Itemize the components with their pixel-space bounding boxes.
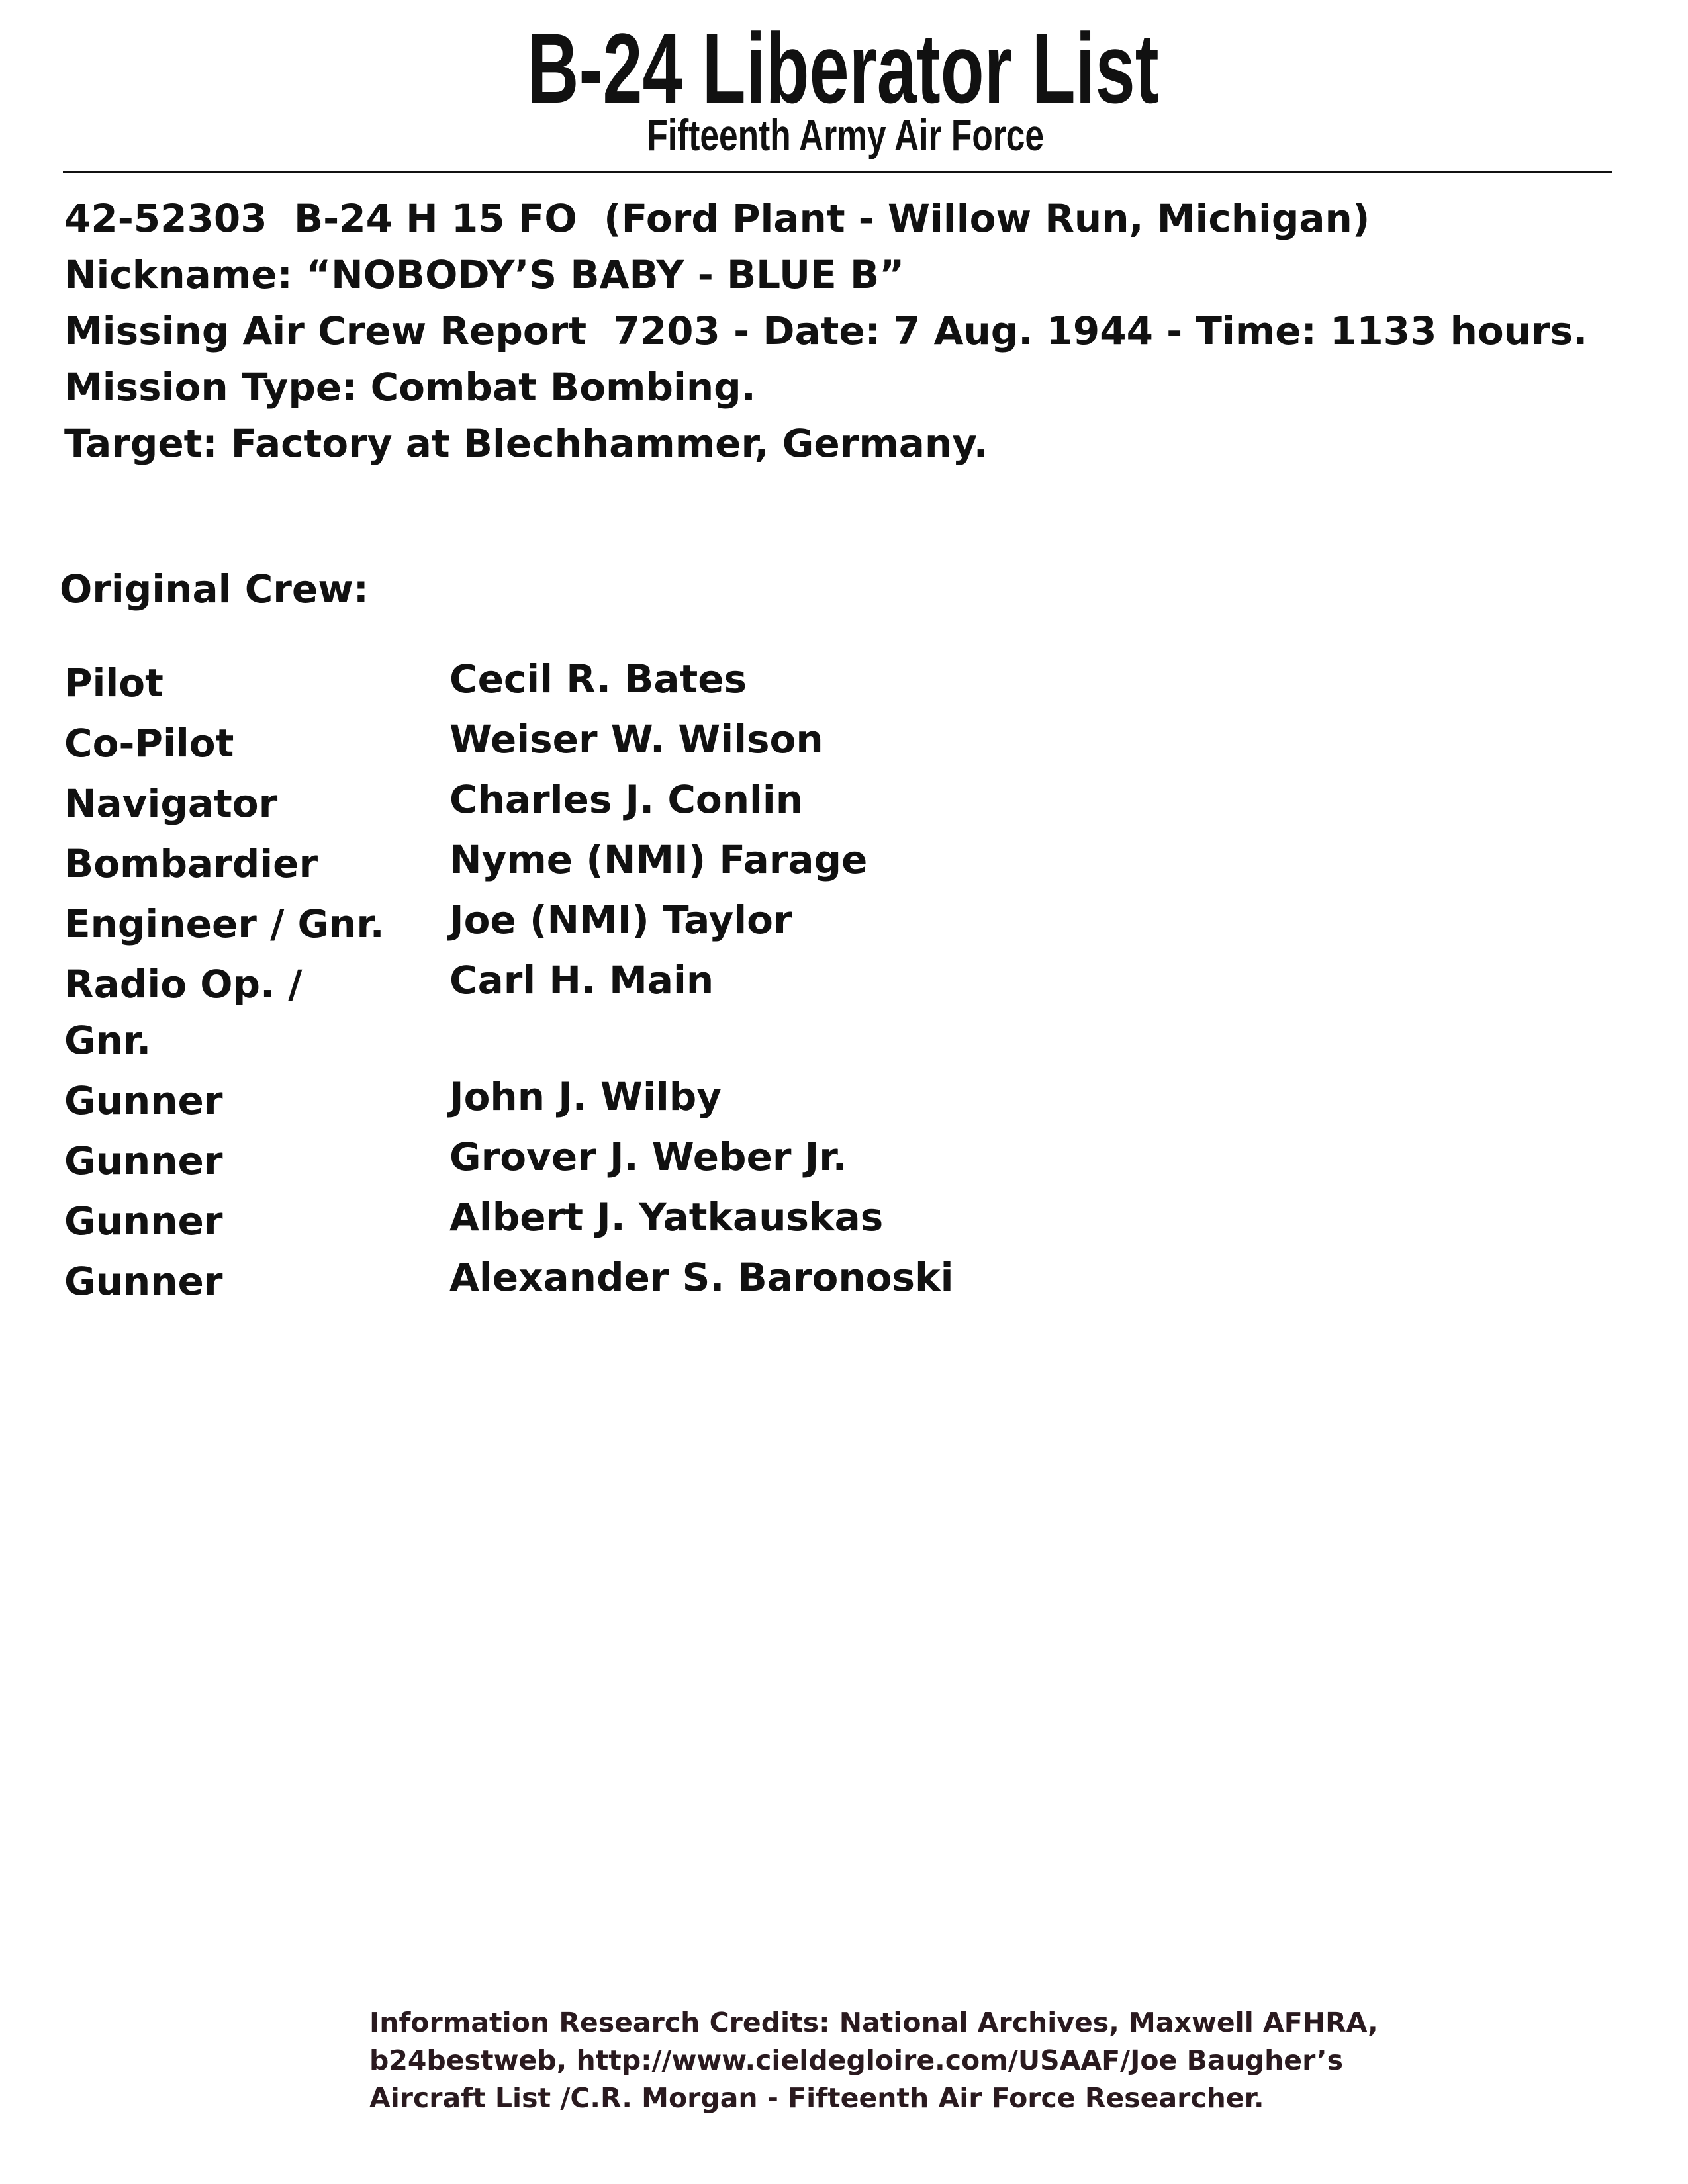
- crew-row: [64, 892, 1123, 952]
- crew-role: Gunner: [64, 1199, 223, 1244]
- crew-name: Nyme (NMI) Farage: [449, 837, 868, 882]
- crew-role: Bombardier: [64, 841, 318, 886]
- crew-role: Gunner: [64, 1078, 223, 1123]
- crew-role: Pilot: [64, 660, 164, 705]
- crew-role: Navigator: [64, 781, 278, 826]
- macr-line: Missing Air Crew Report 7203 - Date: 7 Aug. 1944 - Time: 1133 hours.: [64, 308, 1588, 353]
- crew-name: Grover J. Weber Jr.: [449, 1134, 847, 1179]
- crew-role: Gunner: [64, 1138, 223, 1183]
- crew-name: Alexander S. Baronoski: [449, 1255, 954, 1300]
- crew-list: [64, 651, 1123, 1310]
- header-divider: [63, 171, 1612, 173]
- credits-line: Aircraft List /C.R. Morgan - Fifteenth Air Force Researcher.: [369, 2082, 1264, 2114]
- crew-row: [64, 1069, 1123, 1129]
- crew-heading: Original Crew:: [60, 567, 369, 612]
- crew-row: [64, 1189, 1123, 1250]
- crew-name: Cecil R. Bates: [449, 657, 747, 702]
- crew-name: Charles J. Conlin: [449, 777, 804, 822]
- crew-row: [64, 1129, 1123, 1189]
- crew-role: Radio Op. / Gnr.: [64, 962, 303, 1063]
- crew-row: [64, 651, 1123, 711]
- crew-name: Carl H. Main: [449, 958, 714, 1003]
- crew-role: Gunner: [64, 1259, 223, 1304]
- credits-line: Information Research Credits: National Archives, Maxwell AFHRA,: [369, 2007, 1378, 2038]
- page-title: B-24 Liberator List: [527, 13, 1159, 124]
- page-subtitle: Fifteenth Army Air Force: [647, 111, 1045, 159]
- crew-role: Engineer / Gnr.: [64, 901, 385, 946]
- crew-name: John J. Wilby: [449, 1074, 722, 1119]
- nickname-line: Nickname: “NOBODY’S BABY - BLUE B”: [64, 252, 905, 297]
- target-line: Target: Factory at Blechhammer, Germany.: [64, 421, 988, 466]
- crew-row: [64, 772, 1123, 832]
- credits-line: b24bestweb, http://www.cieldegloire.com/USAAF/Joe Baugher’s: [369, 2044, 1344, 2076]
- crew-row: [64, 952, 1123, 1069]
- crew-row: [64, 832, 1123, 892]
- crew-name: Weiser W. Wilson: [449, 717, 823, 762]
- crew-row: [64, 1250, 1123, 1310]
- crew-role: Co-Pilot: [64, 721, 234, 766]
- crew-name: Joe (NMI) Taylor: [449, 897, 792, 942]
- mission-type-line: Mission Type: Combat Bombing.: [64, 365, 756, 410]
- crew-row: [64, 711, 1123, 772]
- aircraft-info: [64, 191, 1653, 472]
- serial-line: 42-52303 B-24 H 15 FO (Ford Plant - Willow Run, Michigan): [64, 196, 1370, 241]
- research-credits: [369, 2004, 1429, 2117]
- crew-name: Albert J. Yatkauskas: [449, 1195, 884, 1240]
